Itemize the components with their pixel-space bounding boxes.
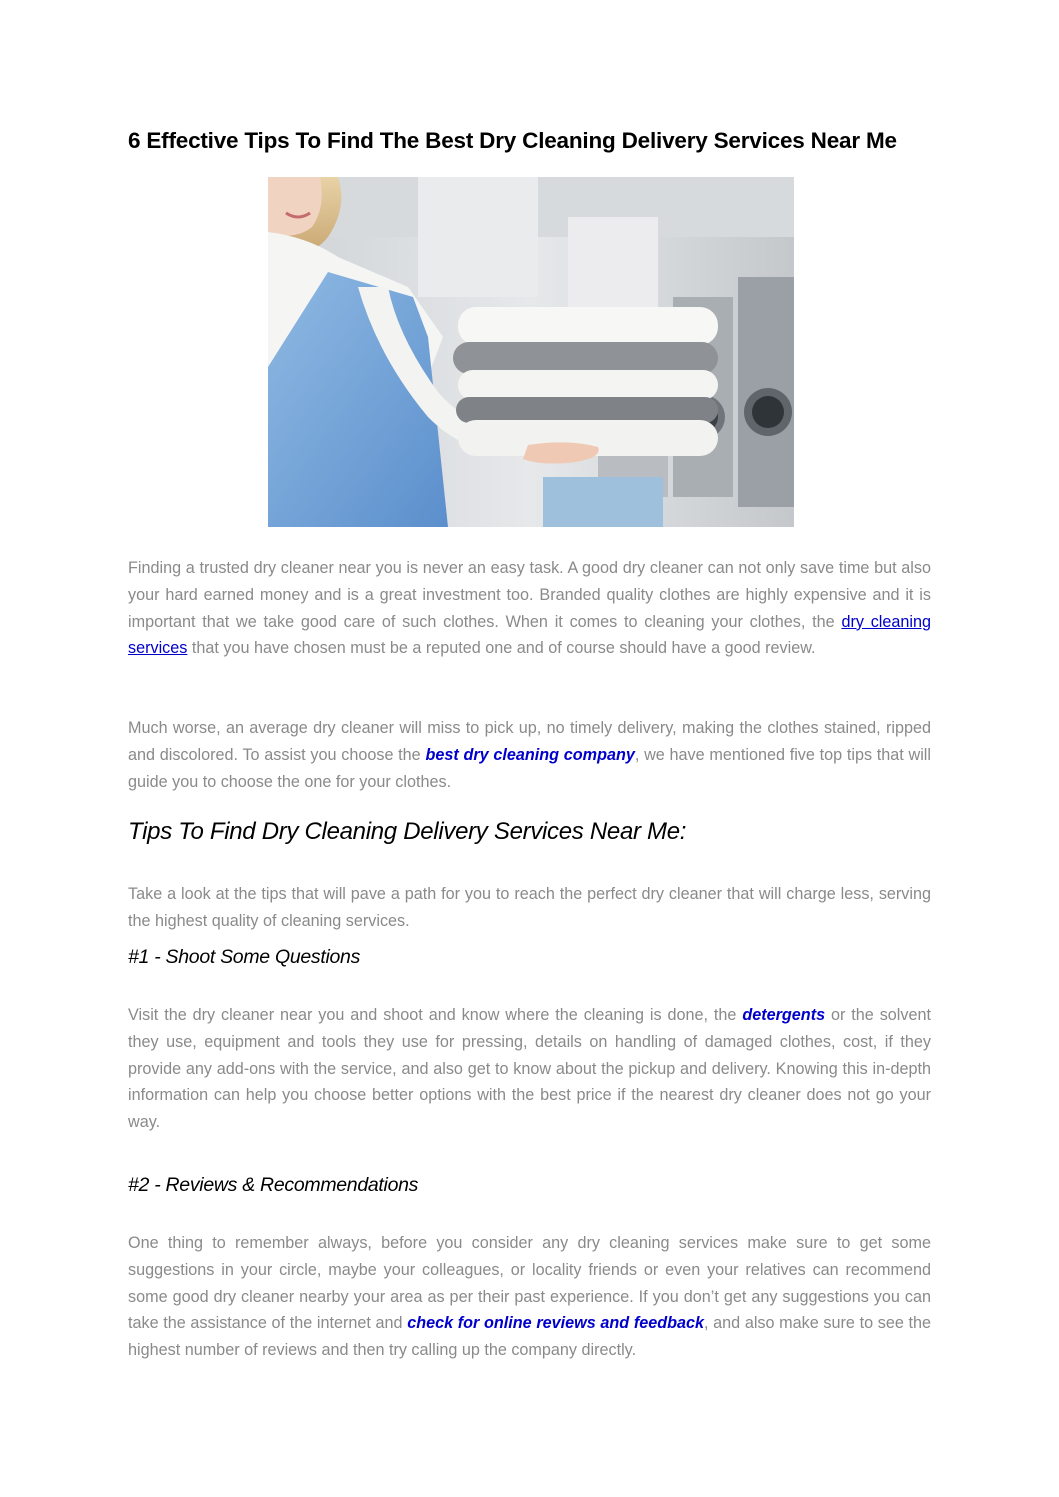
intro-paragraph-1 [128, 555, 931, 662]
online-reviews-link[interactable]: check for online reviews and feedback [407, 1314, 704, 1333]
tip1-paragraph [128, 1002, 931, 1136]
hero-image [268, 177, 794, 527]
intro-p2-text-after: , we have mentioned five top tips that will guide you to choose the one for your clothes. [128, 745, 931, 791]
intro-p1-text-before: Finding a trusted dry cleaner near you is never an easy task. A good dry cleaner can not only save time but also your hard earned money and is a great investment too. Branded quality clothes are highly expensive and it is important that we take good care of such clothes. When it comes to cleaning your clothes, the [128, 559, 931, 631]
tips-section-heading: Tips To Find Dry Cleaning Delivery Services Near Me: [128, 818, 687, 845]
best-dry-cleaning-company-link[interactable]: best dry cleaning company [425, 745, 635, 764]
dry-cleaning-services-link[interactable]: dry cleaning services [128, 612, 931, 658]
tip1-text-before: Visit the dry cleaner near you and shoot and know where the cleaning is done, the [128, 1006, 743, 1024]
intro-paragraph-2 [128, 715, 931, 795]
tip2-paragraph [128, 1230, 931, 1364]
tip1-text-after: or the solvent they use, equipment and tools they use for pressing, details on handling of damaged clothes, cost, if they provide any add-ons with the service, and also get to know about the pickup and delivery. Knowing this in-depth information can help you choose better options with the best price if the nearest dry cleaner does not go your way. [128, 1006, 931, 1132]
tip2-text-after: , and also make sure to see the highest number of reviews and then try calling up the company directly. [128, 1314, 931, 1360]
page-title: 6 Effective Tips To Find The Best Dry Cleaning Delivery Services Near Me [128, 128, 897, 153]
intro-p2-text-before: Much worse, an average dry cleaner will miss to pick up, no timely delivery, making the clothes stained, ripped and discolored. To assist you choose the [128, 719, 931, 764]
tip2-text-before: One thing to remember always, before you consider any dry cleaning services make sure to get some suggestions in your circle, maybe your colleagues, or locality friends or even your relatives can recommend some good dry cleaner nearby your area as per their past experience. If you don’t get any suggestions you can take the assistance of the internet and [128, 1234, 931, 1333]
woman-holding-folded-towels-photo-icon [268, 177, 794, 527]
tips-intro-paragraph: Take a look at the tips that will pave a path for you to reach the perfect dry cleaner that will charge less, serving the highest quality of cleaning services. [128, 885, 931, 930]
detergents-link[interactable]: detergents [742, 1006, 826, 1024]
tip1-heading: #1 - Shoot Some Questions [128, 946, 361, 968]
tip2-heading: #2 - Reviews & Recommendations [128, 1174, 419, 1196]
intro-p1-text-after: that you have chosen must be a reputed one and of course should have a good review. [187, 639, 816, 658]
